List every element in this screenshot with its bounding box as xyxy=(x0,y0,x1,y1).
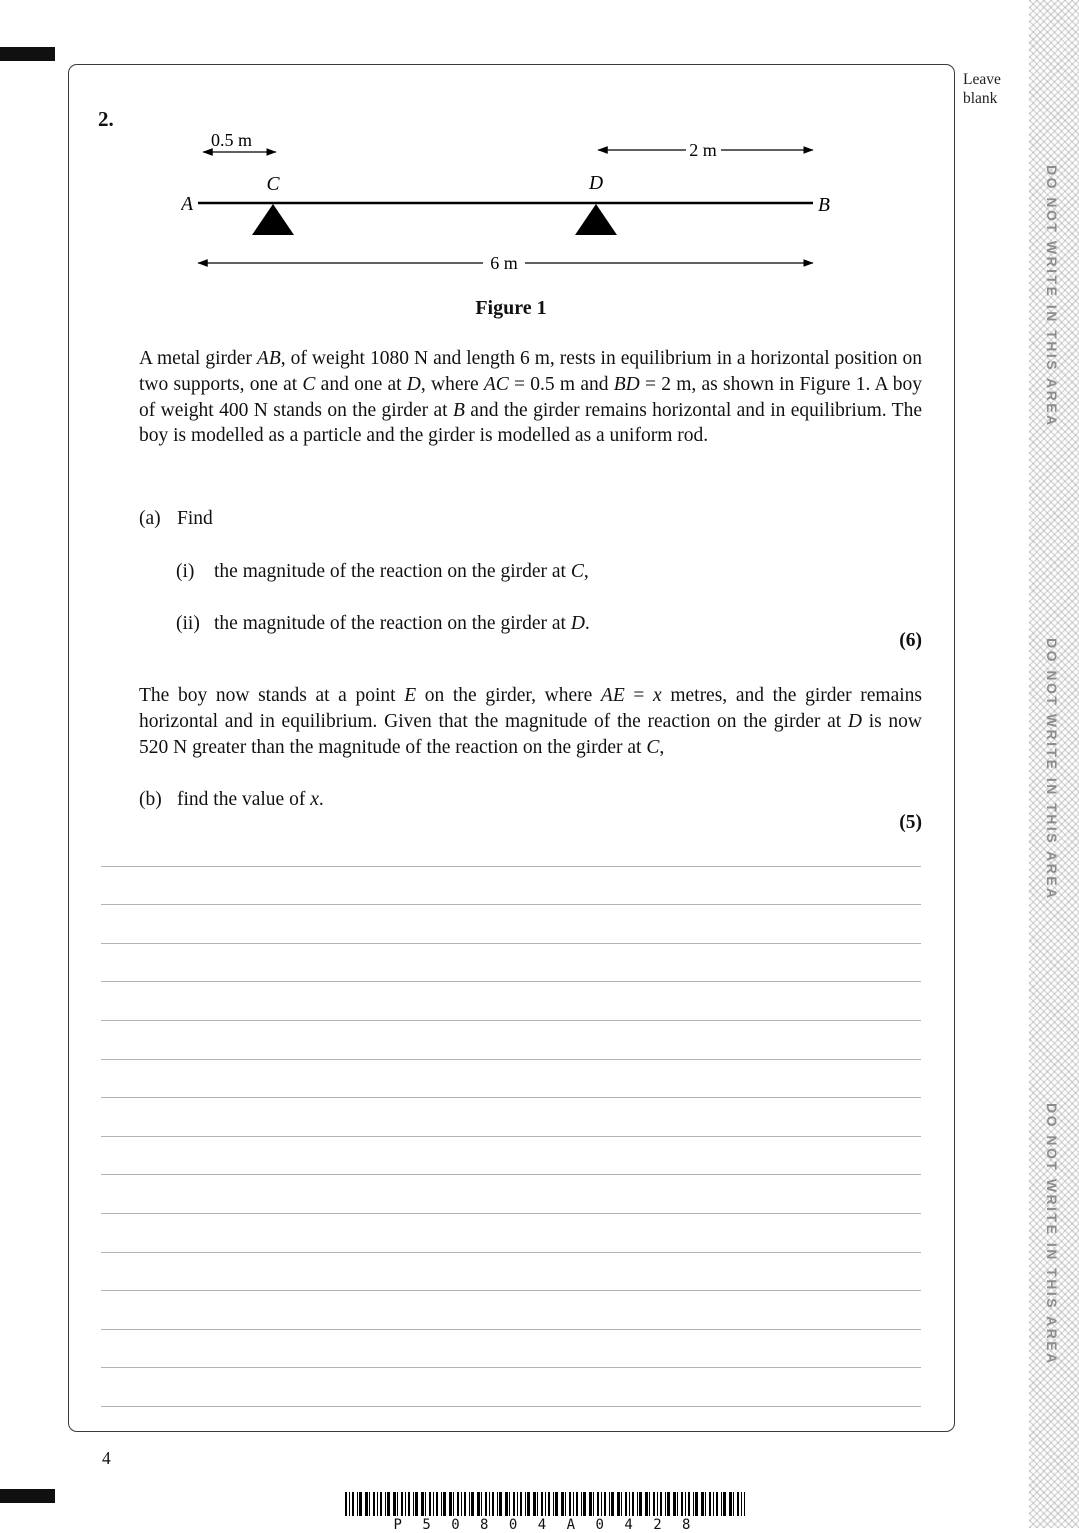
part-a-marks: (6) xyxy=(899,630,922,651)
do-not-write-text: DO NOT WRITE IN THIS AREA xyxy=(1044,165,1060,428)
answer-line xyxy=(101,1330,921,1369)
part-a-item-i-text: the magnitude of the reaction on the girder at C, xyxy=(214,561,589,582)
part-a-item-i-label: (i) xyxy=(176,561,195,582)
answer-line xyxy=(101,1253,921,1292)
question-box xyxy=(68,64,955,1432)
part-a-item-ii-label: (ii) xyxy=(176,613,200,634)
point-label-b: B xyxy=(818,195,830,216)
part-a-text: Find xyxy=(177,508,213,529)
figure-caption: Figure 1 xyxy=(475,297,547,319)
figure-diagram xyxy=(181,127,841,295)
part-b-row xyxy=(139,787,324,813)
answer-line xyxy=(101,1098,921,1137)
part-a-item-ii-text: the magnitude of the reaction on the girder at D. xyxy=(214,613,590,634)
dimension-label-db: 2 m xyxy=(689,140,717,160)
barcode-text: P 5 0 8 0 4 A 0 4 2 8 xyxy=(345,1517,745,1533)
question-number: 2. xyxy=(98,107,114,131)
answer-line xyxy=(101,905,921,944)
part-a-item-i xyxy=(176,559,589,585)
answer-lines xyxy=(101,828,921,1407)
answer-line xyxy=(101,1214,921,1253)
answer-line xyxy=(101,1368,921,1407)
registration-mark-bottom xyxy=(0,1489,55,1503)
answer-line xyxy=(101,1060,921,1099)
answer-line xyxy=(101,1175,921,1214)
barcode xyxy=(345,1492,745,1533)
answer-line xyxy=(101,1137,921,1176)
dimension-label-ac: 0.5 m xyxy=(211,130,253,150)
part-b-text: find the value of x. xyxy=(177,789,324,810)
point-label-c: C xyxy=(266,174,280,195)
support-triangle-d xyxy=(575,204,617,235)
registration-mark-top xyxy=(0,47,55,61)
do-not-write-text: DO NOT WRITE IN THIS AREA xyxy=(1044,638,1060,901)
answer-line xyxy=(101,982,921,1021)
do-not-write-text: DO NOT WRITE IN THIS AREA xyxy=(1044,1103,1060,1366)
part-b-label: (b) xyxy=(139,789,162,810)
answer-line xyxy=(101,944,921,983)
barcode-bars xyxy=(345,1492,745,1516)
part-b-marks: (5) xyxy=(899,812,922,833)
question-middle-paragraph: The boy now stands at a point E on the girder, where AE = x metres, and the girder remains horizontal and in equilibrium. Given that the magnitude of the reaction on the girder at D is now 520 N greater than the magnitude of the reaction on the girder at C, xyxy=(139,685,922,758)
page-number: 4 xyxy=(102,1448,111,1468)
leave-blank-label: Leave blank xyxy=(963,71,1001,107)
support-triangle-c xyxy=(252,204,294,235)
do-not-write-strip xyxy=(1029,0,1079,1528)
part-a-label: (a) xyxy=(139,508,161,529)
part-a-row xyxy=(139,506,213,532)
answer-line xyxy=(101,1291,921,1330)
point-label-d: D xyxy=(588,173,604,194)
point-label-a: A xyxy=(181,194,193,215)
answer-line xyxy=(101,828,921,867)
answer-line xyxy=(101,1021,921,1060)
question-intro-paragraph: A metal girder AB, of weight 1080 N and length 6 m, rests in equilibrium in a horizontal position on two supports, one at C and one at D, where AC = 0.5 m and BD = 2 m, as shown in Figure 1. A boy of weight 400 N stands on the girder at B and the girder remains horizontal and in equilibrium. The boy is modelled as a particle and the girder is modelled as a uniform rod. xyxy=(139,348,922,447)
answer-line xyxy=(101,867,921,906)
dimension-label-ab: 6 m xyxy=(490,253,518,273)
